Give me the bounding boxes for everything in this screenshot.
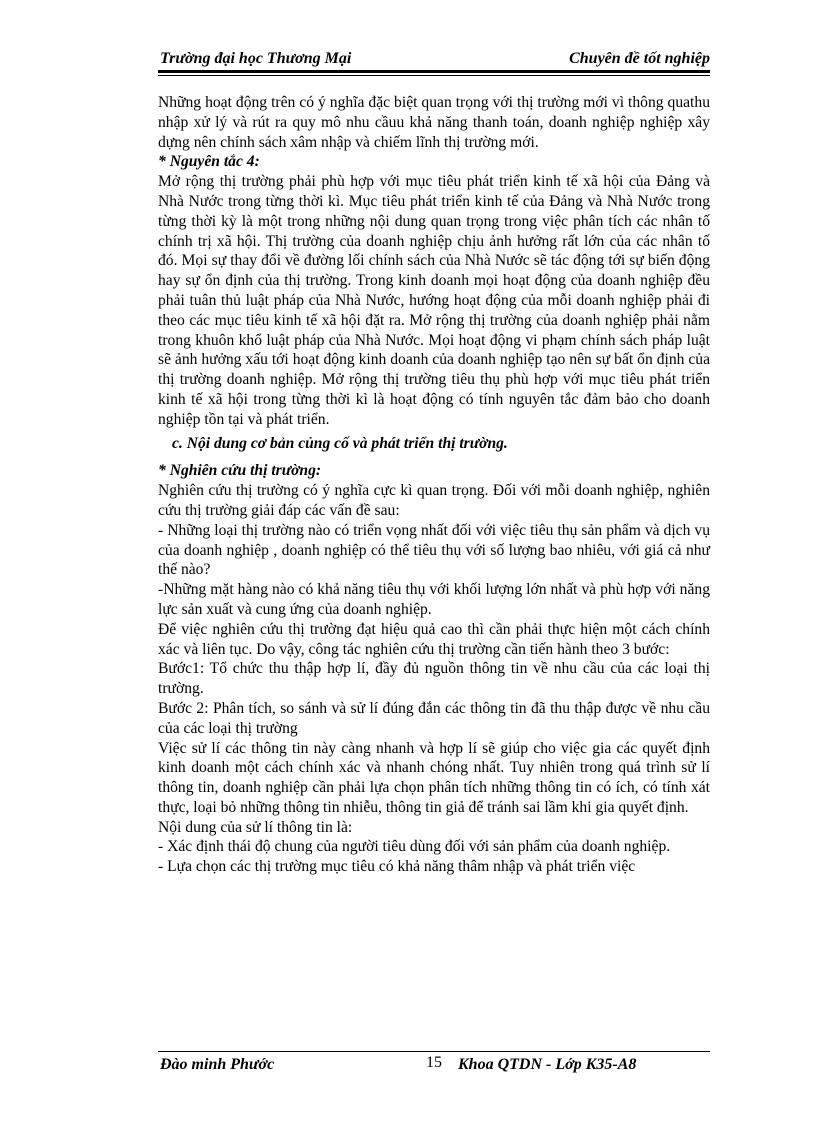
- page-header: [158, 46, 710, 72]
- section-heading: c. Nội dung cơ bản củng cố và phát triển thị trường.: [172, 434, 508, 452]
- header-rule-thin: [158, 75, 710, 76]
- paragraph: Nghiên cứu thị trường có ý nghĩa cực kì quan trọng. Đối với mỗi doanh nghiệp, nghiên cứu thị trường giải đáp các vấn đề sau:: [158, 482, 710, 519]
- paragraph: Việc sử lí các thông tin này càng nhanh và hợp lí sẽ giúp cho việc gia các quyết định kinh doanh một cách chính xác và nhanh chóng nhất. Tuy nhiên trong quá trình sử lí thông tin, doanh nghiệp cần phải lựa chọn phân tích những thông tin có ích, có tính xát thực, loại bỏ những thông tin nhiễu, thông tin giả để tránh sai lầm khi gia quyết định.: [158, 739, 710, 816]
- page-body: [158, 93, 710, 877]
- principle-heading: * Nguyên tắc 4:: [158, 153, 260, 171]
- paragraph: - Xác định thái độ chung của người tiêu dùng đối với sản phẩm của doanh nghiệp.: [158, 838, 671, 856]
- paragraph: Bước 2: Phân tích, so sánh và sử lí đúng đắn các thông tin đã thu thập được về nhu cầu của các loại thị trường: [158, 699, 710, 737]
- footer-course: Khoa QTDN - Lớp K35-A8: [458, 1056, 637, 1073]
- paragraph: -Những mặt hàng nào có khả năng tiêu thụ với khối lượng lớn nhất và phù hợp với năng lực sản xuất và cung ứng của doanh nghiệp.: [158, 581, 710, 618]
- subsection-heading: * Nghiên cứu thị trường:: [158, 462, 322, 480]
- header-rule-thick: [158, 70, 710, 73]
- footer-author: Đào minh Phước: [160, 1056, 275, 1073]
- header-document-type: Chuyên đề tốt nghiệp: [569, 50, 710, 67]
- paragraph: Để việc nghiên cứu thị trường đạt hiệu quả cao thì cần phải thực hiện một cách chính xác và liên tục. Do vậy, công tác nghiên cứu thị trường cần tiến hành theo 3 bước:: [158, 620, 710, 658]
- page-number: 15: [426, 1054, 442, 1071]
- paragraph: Nội dung của sử lí thông tin là:: [158, 818, 353, 836]
- paragraph: Mở rộng thị trường phải phù hợp với mục tiêu phát triển kinh tế xã hội của Đảng và Nhà Nước trong từng thời kì. Mục tiêu phát triển kinh tế của Đảng và Nhà Nước trong từng thời kỳ là một trong những nội dung quan trọng trong việc phân tích các nhân tố chính trị xã hội. Thị trường của doanh nghiệp chịu ảnh hưởng rất lớn của các nhân tố đó. Mọi sự thay đổi về đường lối chính sách của Nhà Nước sẽ tác động tới sự biến động hay sự ổn định của thị trường. Trong kinh doanh mọi hoạt động của doanh nghiệp đều phải tuân thủ luật pháp của Nhà Nước, hướng hoạt động của mỗi doanh nghiệp phải đi theo các mục tiêu kinh tế xã hội đặt ra. Mở rộng thị trường của doanh nghiệp phải nằm trong khuôn khổ luật pháp của Nhà Nước. Mọi hoạt động vi phạm chính sách pháp luật sẽ ảnh hưởng xấu tới hoạt động kinh doanh của doanh nghiệp tạo nên sự bất ổn định của thị trường doanh nghiệp. Mở rộng thị trường tiêu thụ phù hợp với mục tiêu phát triển kinh tế xã hội trong từng thời kì là hoạt động có tính nguyên tắc đảm bảo cho doanh nghiệp tồn tại và phát triển.: [158, 173, 710, 428]
- paragraph: Những hoạt động trên có ý nghĩa đặc biệt quan trọng với thị trường mới vì thông quathu nhập xử lý và rút ra quy mô nhu cầuu khả năng thanh toán, doanh nghiệp nghiệp xây dựng nên chính sách xâm nhập và chiếm lĩnh thị trường mới.: [158, 94, 710, 151]
- paragraph: Bước1: Tổ chức thu thập hợp lí, đầy đủ nguồn thông tin về nhu cầu của các loại thị trường.: [158, 660, 710, 698]
- paragraph: - Những loại thị trường nào có triển vọng nhất đối với việc tiêu thụ sản phẩm và dịch vụ của doanh nghiệp , doanh nghiệp có thể tiêu thụ với số lượng bao nhiêu, với giá cả như thế nào?: [158, 521, 710, 579]
- paragraph: - Lựa chọn các thị trường mục tiêu có khả năng thâm nhập và phát triển việc: [158, 858, 636, 876]
- header-school-name: Trường đại học Thương Mại: [160, 50, 352, 67]
- page-footer: [158, 1052, 710, 1078]
